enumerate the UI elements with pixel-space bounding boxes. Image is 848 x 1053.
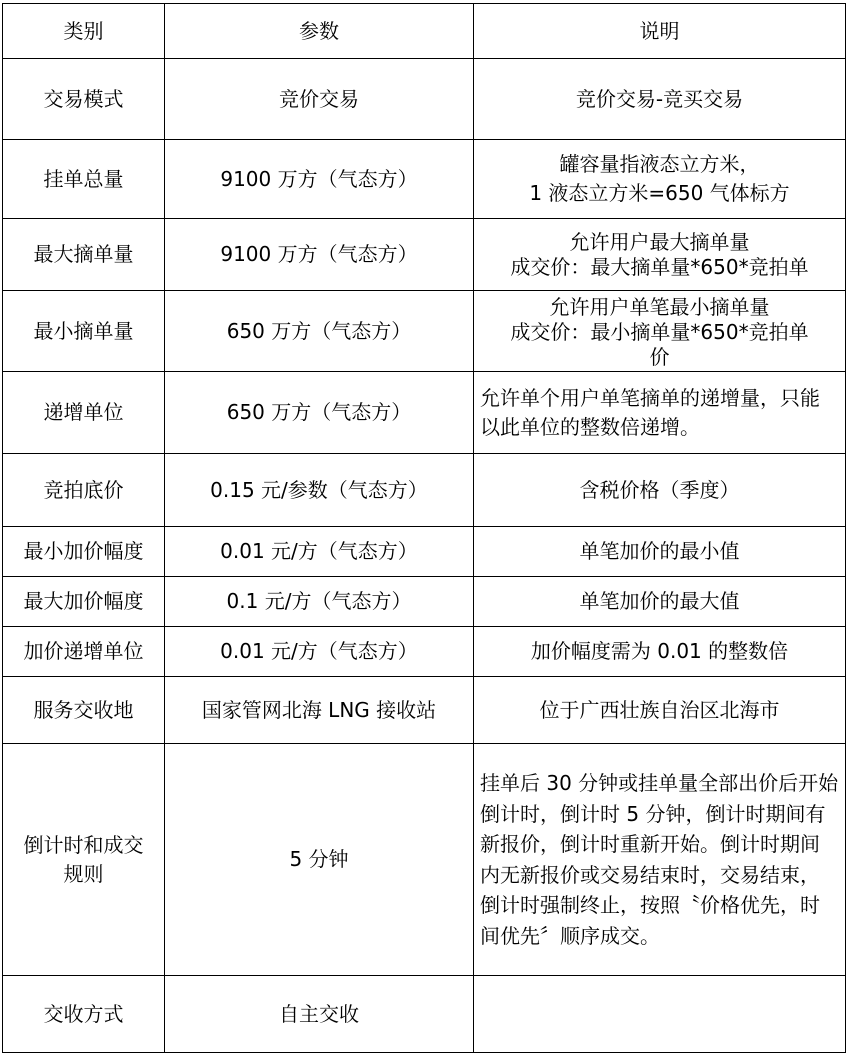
- row-parameter: 9100 万方（气态方）: [165, 219, 474, 291]
- row-description: 挂单后 30 分钟或挂单量全部出价后开始倒计时，倒计时 5 分钟，倒计时期间有新报价，倒计时重新开始。倒计时期间内无新报价或交易结束时，交易结束，倒计时强制终止，按照〝价格优先，时间优先〞顺序成交。: [474, 744, 846, 976]
- row-description: [474, 219, 846, 291]
- row-category: 递增单位: [3, 372, 165, 454]
- table-row: [3, 454, 846, 527]
- table-row: [3, 140, 846, 219]
- row-parameter: 650 万方（气态方）: [165, 291, 474, 372]
- row-category: 竞拍底价: [3, 454, 165, 527]
- header-description: 说明: [474, 4, 846, 59]
- row-category: 交收方式: [3, 976, 165, 1053]
- row-description: 加价幅度需为 0.01 的整数倍: [474, 627, 846, 677]
- row-parameter: 竞价交易: [165, 59, 474, 140]
- row-category: 最小加价幅度: [3, 527, 165, 577]
- category-line: 倒计时和成交: [23, 832, 144, 857]
- header-parameter: 参数: [165, 4, 474, 59]
- row-category: [3, 744, 165, 976]
- row-parameter: 650 万方（气态方）: [165, 372, 474, 454]
- row-parameter: 自主交收: [165, 976, 474, 1053]
- row-category: 最大加价幅度: [3, 577, 165, 627]
- row-description: [474, 140, 846, 219]
- row-description: 含税价格（季度）: [474, 454, 846, 527]
- row-category: 服务交收地: [3, 677, 165, 744]
- row-category: 挂单总量: [3, 140, 165, 219]
- row-category: 交易模式: [3, 59, 165, 140]
- table-row: [3, 627, 846, 677]
- row-description: [474, 976, 846, 1053]
- table-row: [3, 219, 846, 291]
- description-line: 允许用户单笔最小摘单量: [549, 295, 770, 319]
- row-parameter: 5 分钟: [165, 744, 474, 976]
- table-header-row: [3, 4, 846, 59]
- description-line: 成交价：最小摘单量*650*竞拍单: [510, 320, 809, 344]
- category-line: 规则: [63, 861, 104, 886]
- row-description: 竞价交易-竞买交易: [474, 59, 846, 140]
- row-description: 单笔加价的最大值: [474, 577, 846, 627]
- spec-table: [2, 3, 846, 1053]
- row-parameter: 0.01 元/方（气态方）: [165, 627, 474, 677]
- row-category: 最小摘单量: [3, 291, 165, 372]
- header-category: 类别: [3, 4, 165, 59]
- table-row: [3, 677, 846, 744]
- table-row: [3, 59, 846, 140]
- table-row: [3, 291, 846, 372]
- row-description: 单笔加价的最小值: [474, 527, 846, 577]
- table-row: [3, 372, 846, 454]
- row-parameter: 国家管网北海 LNG 接收站: [165, 677, 474, 744]
- row-parameter: 9100 万方（气态方）: [165, 140, 474, 219]
- description-line: 价: [649, 345, 670, 368]
- row-description: 允许单个用户单笔摘单的递增量，只能以此单位的整数倍递增。: [474, 372, 846, 454]
- row-category: 加价递增单位: [3, 627, 165, 677]
- table-row: [3, 527, 846, 577]
- row-description: [474, 291, 846, 372]
- table-row: [3, 976, 846, 1053]
- table-row: [3, 577, 846, 627]
- row-category: 最大摘单量: [3, 219, 165, 291]
- table-row: [3, 744, 846, 976]
- description-line: 1 液态立方米=650 气体标方: [529, 181, 790, 205]
- description-line: 允许用户最大摘单量: [569, 229, 750, 254]
- row-description: 位于广西壮族自治区北海市: [474, 677, 846, 744]
- description-line: 罐容量指液态立方米，: [559, 152, 760, 176]
- row-parameter: 0.01 元/方（气态方）: [165, 527, 474, 577]
- description-line: 成交价：最大摘单量*650*竞拍单: [510, 254, 809, 279]
- row-parameter: 0.15 元/参数（气态方）: [165, 454, 474, 527]
- row-parameter: 0.1 元/方（气态方）: [165, 577, 474, 627]
